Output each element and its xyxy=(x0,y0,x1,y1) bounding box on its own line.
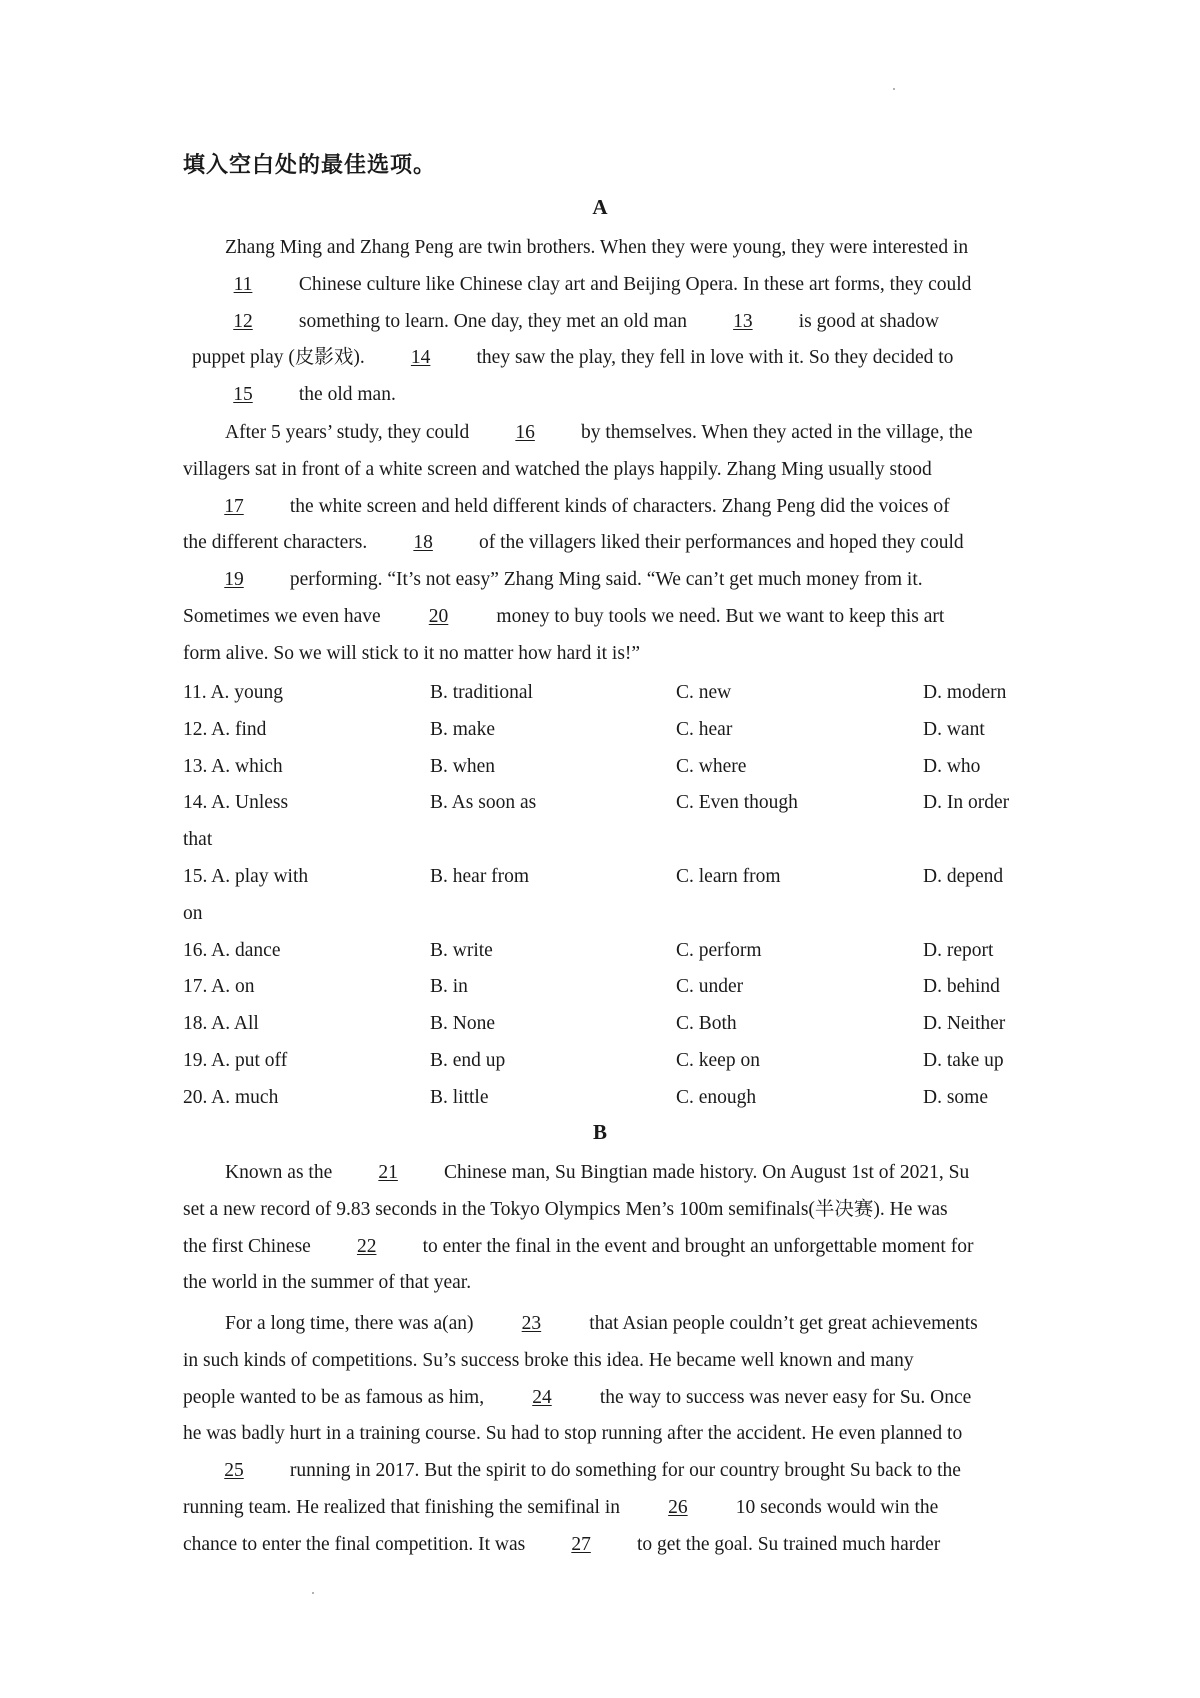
paragraph-text: to get the goal. Su trained much harder xyxy=(632,1533,941,1555)
paragraph-line xyxy=(183,377,971,414)
option-row xyxy=(183,675,1043,712)
paragraph-text: the way to success was never easy for Su. Once xyxy=(594,1386,972,1408)
option-d[interactable]: D. behind xyxy=(923,976,1000,998)
paragraph-line xyxy=(183,415,973,452)
paragraph-line xyxy=(183,452,973,489)
paragraph-text: Zhang Ming and Zhang Peng are twin brothers. When they were young, they were interested in xyxy=(225,237,969,258)
option-d[interactable]: D. depend xyxy=(923,865,1004,887)
paragraph-line xyxy=(183,1490,978,1527)
paragraph-line xyxy=(183,340,971,377)
paragraph-line xyxy=(183,1453,978,1490)
option-b[interactable]: B. hear from xyxy=(430,865,530,887)
paragraph-text: they saw the play, they fell in love with it. So they decided to xyxy=(471,347,954,369)
blank-21[interactable]: 21 xyxy=(378,1162,398,1183)
option-continuation: on xyxy=(183,902,203,924)
option-c[interactable]: C. under xyxy=(676,976,744,998)
blank-16[interactable]: 16 xyxy=(515,422,535,443)
paragraph-text: the different characters. xyxy=(183,532,373,554)
paragraph-text: Sometimes we even have xyxy=(183,605,386,627)
option-c[interactable]: C. perform xyxy=(676,939,762,961)
paragraph-line xyxy=(183,267,971,304)
paragraph-text: something to learn. One day, they met an old man xyxy=(294,310,692,332)
option-row xyxy=(183,785,1043,859)
blank-24[interactable]: 24 xyxy=(532,1386,552,1408)
paragraph-text: running team. He realized that finishing the semifinal in xyxy=(183,1496,625,1518)
paragraph-line xyxy=(183,562,973,599)
option-c[interactable]: C. learn from xyxy=(676,865,781,887)
paragraph-text: in such kinds of competitions. Su’s success broke this idea. He became well known and many xyxy=(183,1349,914,1371)
blank-15[interactable]: 15 xyxy=(233,384,253,406)
option-c[interactable]: C. Even though xyxy=(676,792,798,814)
paragraph-text: he was badly hurt in a training course. Su had to stop running after the accident. He even planned to xyxy=(183,1423,963,1445)
blank-27[interactable]: 27 xyxy=(571,1533,591,1555)
option-row xyxy=(183,712,1043,749)
option-d[interactable]: D. modern xyxy=(923,682,1007,703)
paragraph-text: form alive. So we will stick to it no matter how hard it is!” xyxy=(183,642,641,664)
paragraph-text: set a new record of 9.83 seconds in the Tokyo Olympics Men’s 100m semifinals(半决赛). He was xyxy=(183,1198,948,1220)
section-a-paragraph-2 xyxy=(183,415,973,673)
option-b[interactable]: B. write xyxy=(430,939,493,961)
paragraph-text: villagers sat in front of a white screen and watched the plays happily. Zhang Ming usually stood xyxy=(183,458,932,480)
paragraph-text: is good at shadow xyxy=(793,310,940,332)
section-b-paragraph-1 xyxy=(183,1155,973,1302)
blank-19[interactable]: 19 xyxy=(224,569,244,591)
blank-17[interactable]: 17 xyxy=(224,495,244,517)
option-a[interactable]: 17. A. on xyxy=(183,976,255,998)
option-b[interactable]: B. traditional xyxy=(430,682,533,703)
option-b[interactable]: B. make xyxy=(430,718,495,740)
blank-20[interactable]: 20 xyxy=(428,605,449,627)
paragraph-line xyxy=(183,1306,978,1343)
instruction-text: 填入空白处的最佳选项。 xyxy=(183,153,437,178)
paragraph-text: the old man. xyxy=(294,384,396,406)
paragraph-line xyxy=(183,230,971,267)
paragraph-text: the white screen and held different kinds of characters. Zhang Peng did the voices of xyxy=(285,495,950,517)
option-a[interactable]: 16. A. dance xyxy=(183,939,281,961)
option-d[interactable]: D. Neither xyxy=(923,1013,1006,1035)
blank-25[interactable]: 25 xyxy=(224,1460,244,1482)
option-b[interactable]: B. As soon as xyxy=(430,792,537,814)
option-a[interactable]: 20. A. much xyxy=(183,1086,279,1108)
option-b[interactable]: B. end up xyxy=(430,1049,506,1071)
paragraph-text: After 5 years’ study, they could xyxy=(225,422,475,443)
option-d[interactable]: D. who xyxy=(923,755,981,777)
paragraph-text: performing. “It’s not easy” Zhang Ming said. “We can’t get much money from it. xyxy=(285,569,923,591)
paragraph-text: chance to enter the final competition. It was xyxy=(183,1533,531,1555)
paragraph-line xyxy=(183,1155,973,1192)
paragraph-line xyxy=(183,525,973,562)
option-c[interactable]: C. Both xyxy=(676,1013,737,1035)
paragraph-text: Chinese culture like Chinese clay art and Beijing Opera. In these art forms, they could xyxy=(294,273,972,295)
option-continuation: that xyxy=(183,829,213,851)
paragraph-text: Known as the xyxy=(225,1162,338,1183)
option-row xyxy=(183,749,1043,786)
option-row xyxy=(183,859,1043,933)
blank-23[interactable]: 23 xyxy=(521,1313,542,1334)
paragraph-text: the world in the summer of that year. xyxy=(183,1272,472,1294)
section-b-heading: B xyxy=(592,1120,607,1144)
paragraph-text: money to buy tools we need. But we want to keep this art xyxy=(491,605,945,627)
paragraph-line xyxy=(183,304,971,341)
blank-18[interactable]: 18 xyxy=(413,532,433,554)
paragraph-line xyxy=(183,1527,978,1564)
option-a[interactable]: 14. A. Unless xyxy=(183,792,289,814)
option-a[interactable]: 15. A. play with xyxy=(183,865,309,887)
option-row xyxy=(183,1080,1043,1117)
blank-11[interactable]: 11 xyxy=(233,273,253,295)
option-row xyxy=(183,933,1043,970)
blank-22[interactable]: 22 xyxy=(356,1235,377,1257)
paragraph-text: For a long time, there was a(an) xyxy=(225,1313,479,1334)
option-row xyxy=(183,969,1043,1006)
paragraph-text: the first Chinese xyxy=(183,1235,316,1257)
paragraph-line xyxy=(183,1380,978,1417)
option-c[interactable]: C. enough xyxy=(676,1086,757,1108)
option-c[interactable]: C. new xyxy=(676,682,732,703)
paragraph-line xyxy=(183,1265,973,1302)
paragraph-text: to enter the final in the event and brought an unforgettable moment for xyxy=(417,1235,974,1257)
paragraph-text: Chinese man, Su Bingtian made history. On August 1st of 2021, Su xyxy=(439,1162,970,1183)
option-d[interactable]: D. want xyxy=(923,718,985,740)
option-c[interactable]: C. where xyxy=(676,755,747,777)
option-d[interactable]: D. take up xyxy=(923,1049,1004,1071)
option-a[interactable]: 12. A. find xyxy=(183,718,267,740)
section-a-heading: A xyxy=(592,195,608,219)
section-a-paragraph-1 xyxy=(183,230,971,414)
option-c[interactable]: C. keep on xyxy=(676,1049,760,1071)
option-row xyxy=(183,1006,1043,1043)
paragraph-line xyxy=(183,1192,973,1229)
paragraph-text: people wanted to be as famous as him, xyxy=(183,1386,489,1408)
option-b[interactable]: B. little xyxy=(430,1086,489,1108)
blank-14[interactable]: 14 xyxy=(410,347,431,369)
option-a[interactable]: 11. A. young xyxy=(183,682,284,703)
scan-speck xyxy=(893,88,895,90)
option-b[interactable]: B. in xyxy=(430,976,468,998)
paragraph-text: by themselves. When they acted in the village, the xyxy=(576,422,973,443)
paragraph-text: of the villagers liked their performances and hoped they could xyxy=(474,532,964,554)
paragraph-line xyxy=(183,489,973,526)
option-a[interactable]: 13. A. which xyxy=(183,755,283,777)
option-a[interactable]: 19. A. put off xyxy=(183,1049,288,1071)
option-b[interactable]: B. None xyxy=(430,1013,495,1035)
option-a[interactable]: 18. A. All xyxy=(183,1013,259,1035)
option-d[interactable]: D. report xyxy=(923,939,994,961)
scan-speck xyxy=(312,1592,314,1594)
option-row xyxy=(183,1043,1043,1080)
blank-12[interactable]: 12 xyxy=(233,310,253,332)
paragraph-text: that Asian people couldn’t get great achievements xyxy=(584,1313,978,1334)
paragraph-line xyxy=(183,1343,978,1380)
paragraph-line xyxy=(183,599,973,636)
option-c[interactable]: C. hear xyxy=(676,718,733,740)
section-b-paragraph-2 xyxy=(183,1306,978,1564)
option-d[interactable]: D. In order xyxy=(923,792,1010,814)
option-d[interactable]: D. some xyxy=(923,1086,988,1108)
blank-26[interactable]: 26 xyxy=(668,1496,688,1518)
paragraph-line xyxy=(183,1229,973,1266)
option-b[interactable]: B. when xyxy=(430,755,495,777)
paragraph-text: 10 seconds would win the xyxy=(730,1496,939,1518)
options-list xyxy=(183,675,1043,1117)
paragraph-line xyxy=(183,1416,978,1453)
paragraph-text: running in 2017. But the spirit to do something for our country brought Su back to the xyxy=(285,1460,961,1482)
blank-13[interactable]: 13 xyxy=(733,310,753,332)
paragraph-text: puppet play (皮影戏). xyxy=(192,347,370,369)
paragraph-line xyxy=(183,636,973,673)
